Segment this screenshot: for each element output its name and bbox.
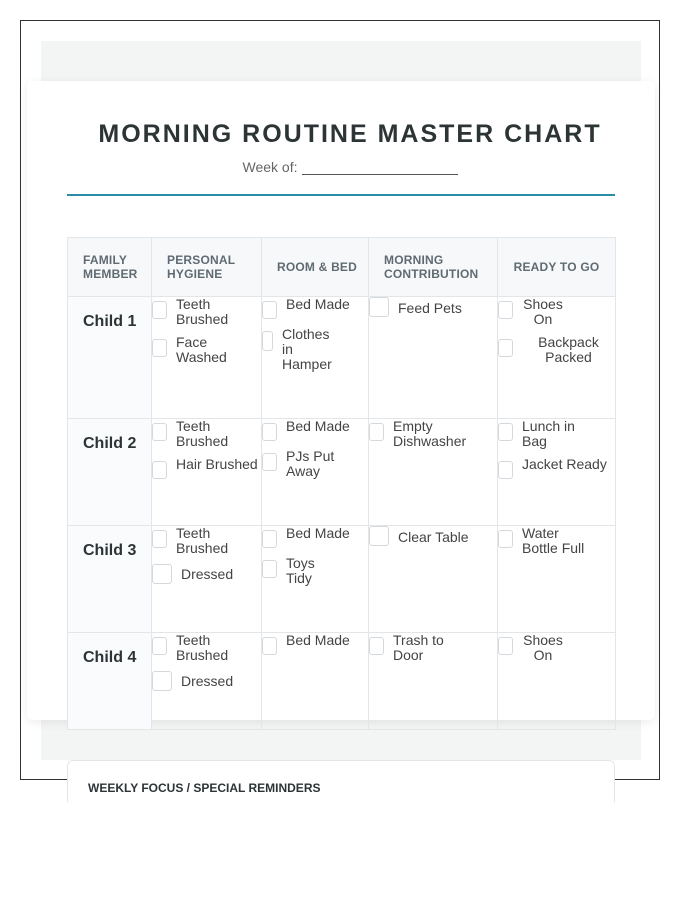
task-item[interactable] xyxy=(498,419,578,449)
task-label: Lunch in Bag xyxy=(522,418,575,449)
task-item[interactable] xyxy=(152,564,261,584)
checkbox[interactable] xyxy=(152,339,167,357)
checkbox[interactable] xyxy=(262,530,277,548)
room-cell xyxy=(262,419,369,526)
task-label: Clear Table xyxy=(398,529,469,545)
task-label: PJs Put Away xyxy=(286,448,335,479)
column-header: PERSONAL HYGIENE xyxy=(152,238,262,297)
checkbox[interactable] xyxy=(369,423,384,441)
task-item[interactable] xyxy=(262,449,342,479)
task-item[interactable] xyxy=(262,419,368,441)
task-label: Jacket Ready xyxy=(522,456,607,472)
routine-table xyxy=(67,237,616,730)
task-label: Shoes On xyxy=(523,632,563,663)
task-label: Dressed xyxy=(181,566,234,582)
checkbox[interactable] xyxy=(152,423,167,441)
task-item[interactable] xyxy=(152,419,261,449)
task-label: Teeth Brushed xyxy=(176,525,229,556)
task-label: Backpack Packed xyxy=(538,334,599,365)
checkbox[interactable] xyxy=(498,339,513,357)
table-row xyxy=(68,526,616,633)
room-cell xyxy=(262,297,369,419)
task-label: Shoes On xyxy=(523,296,563,327)
task-item[interactable] xyxy=(369,418,467,449)
table-row xyxy=(68,419,616,526)
task-label: Bed Made xyxy=(286,525,350,541)
header-row xyxy=(68,238,616,297)
member-name: Child 2 xyxy=(68,419,152,526)
task-item[interactable] xyxy=(498,633,578,663)
week-of xyxy=(0,159,700,175)
task-item[interactable] xyxy=(262,297,368,319)
checkbox[interactable] xyxy=(498,423,513,441)
checkbox[interactable] xyxy=(152,530,167,548)
task-item[interactable] xyxy=(152,671,261,691)
task-label: Teeth Brushed xyxy=(176,296,229,327)
task-item[interactable] xyxy=(262,526,368,548)
member-name: Child 4 xyxy=(68,633,152,730)
task-item[interactable] xyxy=(498,335,615,365)
top-strip xyxy=(41,41,641,81)
task-item[interactable] xyxy=(152,526,261,556)
task-item[interactable] xyxy=(152,335,261,365)
room-cell xyxy=(262,526,369,633)
checkbox[interactable] xyxy=(369,297,389,317)
task-label: Bed Made xyxy=(286,418,350,434)
table-row xyxy=(68,633,616,730)
checkbox[interactable] xyxy=(369,526,389,546)
column-header: FAMILY MEMBER xyxy=(68,238,152,297)
checkbox[interactable] xyxy=(262,331,273,351)
column-header: ROOM & BED xyxy=(262,238,369,297)
hygiene-cell xyxy=(152,633,262,730)
checkbox[interactable] xyxy=(152,671,172,691)
task-label: Empty Dishwasher xyxy=(393,418,467,449)
task-label: Bed Made xyxy=(286,296,350,312)
task-item[interactable] xyxy=(262,326,332,372)
member-name: Child 1 xyxy=(68,297,152,419)
task-item[interactable] xyxy=(498,526,590,556)
checkbox[interactable] xyxy=(262,453,277,471)
page-bottom xyxy=(0,802,700,900)
ready-cell xyxy=(498,419,616,526)
checkbox[interactable] xyxy=(369,637,384,655)
checkbox[interactable] xyxy=(262,560,277,578)
checkbox[interactable] xyxy=(498,461,513,479)
column-header: MORNING CONTRIBUTION xyxy=(369,238,498,297)
contribution-cell xyxy=(369,633,498,730)
ready-cell xyxy=(498,297,616,419)
ready-cell xyxy=(498,526,616,633)
checkbox[interactable] xyxy=(152,301,167,319)
ready-cell xyxy=(498,633,616,730)
task-item[interactable] xyxy=(262,556,322,586)
checkbox[interactable] xyxy=(152,461,167,479)
task-label: Bed Made xyxy=(286,632,350,648)
checkbox[interactable] xyxy=(498,637,513,655)
checkbox[interactable] xyxy=(262,637,277,655)
task-item[interactable] xyxy=(369,633,449,663)
checkbox[interactable] xyxy=(498,301,513,319)
task-item[interactable] xyxy=(498,297,615,327)
task-label: Hair Brushed xyxy=(176,456,258,472)
title-divider xyxy=(67,194,615,196)
contribution-cell xyxy=(369,526,498,633)
checkbox[interactable] xyxy=(262,301,277,319)
task-label: Toys Tidy xyxy=(286,555,315,586)
checkbox[interactable] xyxy=(152,637,167,655)
contribution-cell xyxy=(369,419,498,526)
checkbox[interactable] xyxy=(498,530,513,548)
task-label: Trash to Door xyxy=(393,632,444,663)
task-item[interactable] xyxy=(152,297,261,327)
contribution-cell xyxy=(369,297,498,419)
hygiene-cell xyxy=(152,526,262,633)
member-name: Child 3 xyxy=(68,526,152,633)
task-label: Clothes in Hamper xyxy=(282,326,332,372)
room-cell xyxy=(262,633,369,730)
week-of-label: Week of: xyxy=(242,159,298,175)
checkbox[interactable] xyxy=(152,564,172,584)
task-label: Teeth Brushed xyxy=(176,632,229,663)
table-row xyxy=(68,297,616,419)
reminders-title: WEEKLY FOCUS / SPECIAL REMINDERS xyxy=(88,781,321,795)
column-header: READY TO GO xyxy=(498,238,616,297)
task-item[interactable] xyxy=(369,526,497,546)
task-label: Feed Pets xyxy=(398,300,462,316)
task-item[interactable] xyxy=(152,457,261,479)
page-title: MORNING ROUTINE MASTER CHART xyxy=(98,120,602,148)
checkbox[interactable] xyxy=(262,423,277,441)
task-label: Face Washed xyxy=(176,334,227,365)
week-of-field[interactable] xyxy=(302,160,458,175)
task-item[interactable] xyxy=(152,633,261,663)
task-item[interactable] xyxy=(369,297,497,317)
task-label: Water Bottle Full xyxy=(522,525,585,556)
hygiene-cell xyxy=(152,297,262,419)
hygiene-cell xyxy=(152,419,262,526)
task-label: Teeth Brushed xyxy=(176,418,229,449)
task-item[interactable] xyxy=(498,457,615,479)
task-item[interactable] xyxy=(262,633,368,655)
task-label: Dressed xyxy=(181,673,234,689)
